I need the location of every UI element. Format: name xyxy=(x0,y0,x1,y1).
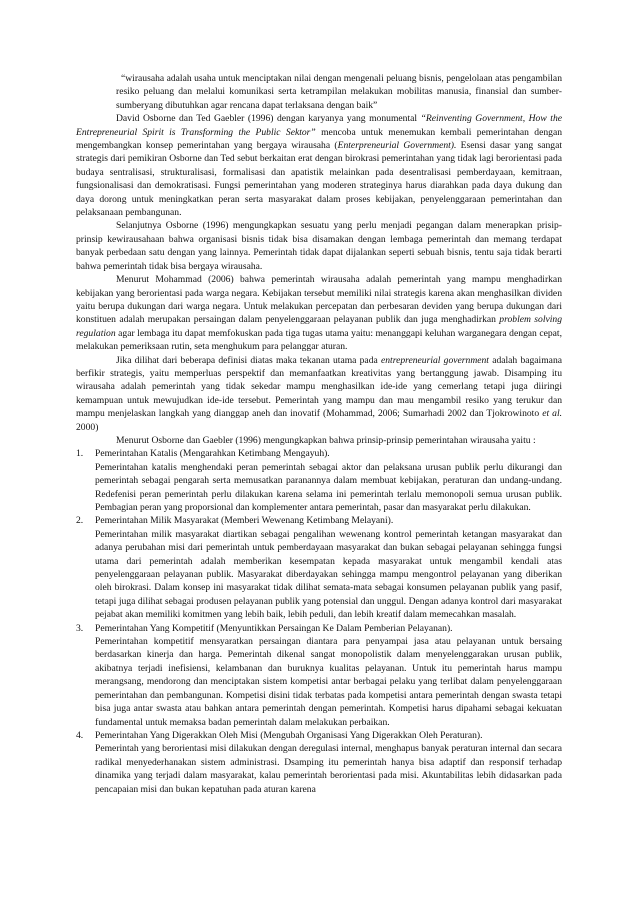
term-italic: problem solving regulation xyxy=(76,314,562,339)
paragraph-text: Jika dilihat dari beberapa definisi diatas maka tekanan utama pada xyxy=(116,354,381,366)
paragraph-text: Menurut Mohammad (2006) bahwa pemerintah wirausaha adalah pemerintah yang mampu menghadirkan kebijakan yang berorientasi pada warga negara. Kebijakan tersebut memiliki nilai strategis karena akan menghasilkan dividen yaitu berupa dukungan dari warga negara. Untuk melakukan percepatan dan perbesaran deviden yang berupa dukungan dari konstituen adalah merupakan persaingan dalam penyelenggaraan pelayanan publik dan juga menghadirkan xyxy=(76,274,562,326)
list-item-body: Pemerintahan katalis menghendaki peran pemerintah sebagai aktor dan pelaksana urusan publik perlu dikurangi dan pemerintah sebagai pengarah serta memusatkan paranannya dalam membuat kebijakan, peraturan dan undang-undang. Redefenisi peran pemerintah perlu dilakukan karena selama ini pemerintah terlalu memonopoli semua urusan publik. Pembagian peran yang proporsional dan komplementer antara pemerintah, pasar dan masyarakat perlu dilakukan. xyxy=(95,461,562,513)
book-title: “Reinventing Government, How the Entrepreneurial Spirit is Transforming the Public Sektor” xyxy=(76,113,563,138)
document-body xyxy=(76,72,562,796)
list-number: 2. xyxy=(76,515,84,527)
list-item xyxy=(76,447,562,514)
paragraph-text: Esensi dasar yang sangat strategis dari pemikiran Osborne dan Ted sebut berkaitan erat dengan birokrasi pemerintahan yang tidak lagi berorientasi pada budaya sentralisasi, strukturalisasi, formalisasi dan apatistik melainkan pada desentralisasi pemberdayaan, kemitraan, fungsionalisasi dan demokratisasi. Fungsi pemerintahan yang moderen strateginya harus diarahkan pada daya dukung dan daya dorong untuk meningkatkan peran serta masyarakat dalam proses kebijakan, penyelenggaraan pemerintahan dan pelaksanaan pembangunan. xyxy=(76,140,563,219)
paragraph-principles-intro: Menurut Osborne dan Gaebler (1996) mengungkapkan bahwa prinsip-prinsip pemerintahan wirausaha yaitu : xyxy=(116,434,536,446)
list-number: 1. xyxy=(76,448,84,460)
list-number: 4. xyxy=(76,729,84,741)
paragraph-mohammad xyxy=(76,273,562,353)
list-item-body: Pemerintahan milik masyarakat diartikan sebagai pengalihan wewenang kontrol pemerintah ketangan masyarakat dan adanya perubahan misi dari pemerintah untuk pemberdayaan masyarakat dan bukan sebagai pelayanan sehingga fungsi utama dari pemerintah adalah memberikan kesempatan kepada masyarakat untuk mengambil kendali atas penyelenggaraan pelayanan publik. Masyarakat diberdayakan sehingga mampu mengontrol pelayanan yang diberikan oleh birokrasi. Dalam konsep ini masyarakat tidak dilihat semata-mata sebagai konsumen pelayanan publik yang pasif, tetapi juga dilihat sebagai produsen pelayanan publik yang potensial dan unggul. Dengan adanya kontrol dari masyarakat pejabat akan memiliki komitmen yang lebih baik, lebih peduli, dan lebih kreatif dalam memecahkan masalah. xyxy=(95,528,562,621)
list-item-title: Pemerintahan Katalis (Mengarahkan Ketimbang Mengayuh). xyxy=(95,448,330,460)
paragraph-text: adalah bagaimana berfikir strategis, yaitu memperluas perspektif dan memanfaatkan kreativitas yang bertanggung jawab. Disamping itu wirausaha adalah pemerintah yang tidak sekedar mampu menghasilkan ide-ide yang cemerlang tetapi juga diiringi kemampuan untuk mewujudkan ide-ide tersebut. Pemerintah yang mampu dan mau mengambil resiko yang terukur dan mampu menjelaskan langkah yang dianggap aneh dan inovatif (Mohammad, 2006; Sumarhadi 2002 dan Tjokrowinoto xyxy=(76,354,562,420)
term-italic: entrepreneurial government xyxy=(380,354,489,366)
paragraph-text: mencoba untuk menemukan kembali pemerintahan dengan mengembangkan konsep pemerintahan yang bergaya wirausaha ( xyxy=(76,126,562,152)
list-item-title: Pemerintahan Yang Digerakkan Oleh Misi (Mengubah Organisasi Yang Digerakkan Oleh Peraturan). xyxy=(95,729,483,741)
list-item xyxy=(76,514,562,621)
list-item xyxy=(76,622,562,729)
citation-etal: et al. xyxy=(542,408,563,420)
list-item-title: Pemerintahan Milik Masyarakat (Memberi Wewenang Ketimbang Melayani). xyxy=(95,515,394,527)
list-item-body: Pemerintahan kompetitif mensyaratkan persaingan diantara para penyampai jasa atau pelayanan untuk bersaing berdasarkan kinerja dan harga. Pemerintah dikenal sangat monopolistik dalam menyelenggarakan urusan publik, akibatnya terjadi inefisiensi, kelambanan dan buruknya kualitas pelayanan. Untuk itu pemerintah harus mampu merangsang, mendorong dan menciptakan sistem kompetisi antar berbagai pelaku yang terlibat dalam penyelenggaraan pemerintahan dan pembangunan. Kompetisi disini tidak terbatas pada kompetisi antara pemerintah dengan swasta tetapi bisa juga antar swasta atau bahkan antara pemerintah dengan pemerintah. Kompetisi harus dipahami sebagai kekuatan fundamental untuk memaksa badan pemerintah dalam melakukan perbaikan. xyxy=(95,636,562,728)
term-italic: Enterpreneurial Government). xyxy=(337,140,457,152)
list-item-body: Pemerintah yang berorientasi misi dilakukan dengan deregulasi internal, menghapus banyak peraturan internal dan secara radikal menyederhanakan sistem administrasi. Dsamping itu pemerintah hanya bisa adaptif dan responsif terhadap dinamika yang terjadi dalam masyarakat, kalau pemerintah berorientasi pada misi. Akuntabilitas lebih didasarkan pada pencapaian misi dan bukan kepatuhan pada aturan karena xyxy=(95,743,562,795)
paragraph-osborne-gaebler xyxy=(76,112,562,219)
paragraph-text: David Osborne dan Ted Gaebler (1996) dengan karyanya yang monumental xyxy=(116,113,421,125)
list-number: 3. xyxy=(76,622,84,634)
paragraph-text: agar lembaga itu dapat memfokuskan pada tiga tugas utama yaitu: menanggapi keluhan warganegara dengan cepat, melakukan pemeriksaan rutin, seta menghukum para pelanggar aturan. xyxy=(76,327,562,353)
list-item xyxy=(76,729,562,796)
paragraph-definition xyxy=(76,354,562,434)
paragraph-text: 2000) xyxy=(76,421,99,433)
quote-paragraph: “wirausaha adalah usaha untuk menciptakan nilai dengan mengenali peluang bisnis, pengelolaan atas pengambilan resiko peluang dan melalui komunikasi serta ketrampilan melakukan mobilitas manusia, finansial dan sumber-sumberyang dibutuhkan agar rencana dapat terlaksana dengan baik” xyxy=(116,73,562,111)
paragraph-osborne-1996: Selanjutnya Osborne (1996) mengungkapkan sesuatu yang perlu menjadi pegangan dalam menerapkan prisip-prinsip kewirausahaan bahwa organisasi bisnis tidak bisa disamakan dengan lembaga pemerintah dan memang terdapat banyak perbedaan satu dengan yang lainnya. Pemerintah tidak dapat dijalankan seperti sebuah bisnis, tentu saja tidak berarti bahwa pemerintah tidak bisa bergaya wirausaha. xyxy=(76,220,562,272)
principles-list xyxy=(76,447,562,796)
list-item-title: Pemerintahan Yang Kompetitif (Menyuntikkan Persaingan Ke Dalam Pemberian Pelayanan). xyxy=(95,622,453,634)
